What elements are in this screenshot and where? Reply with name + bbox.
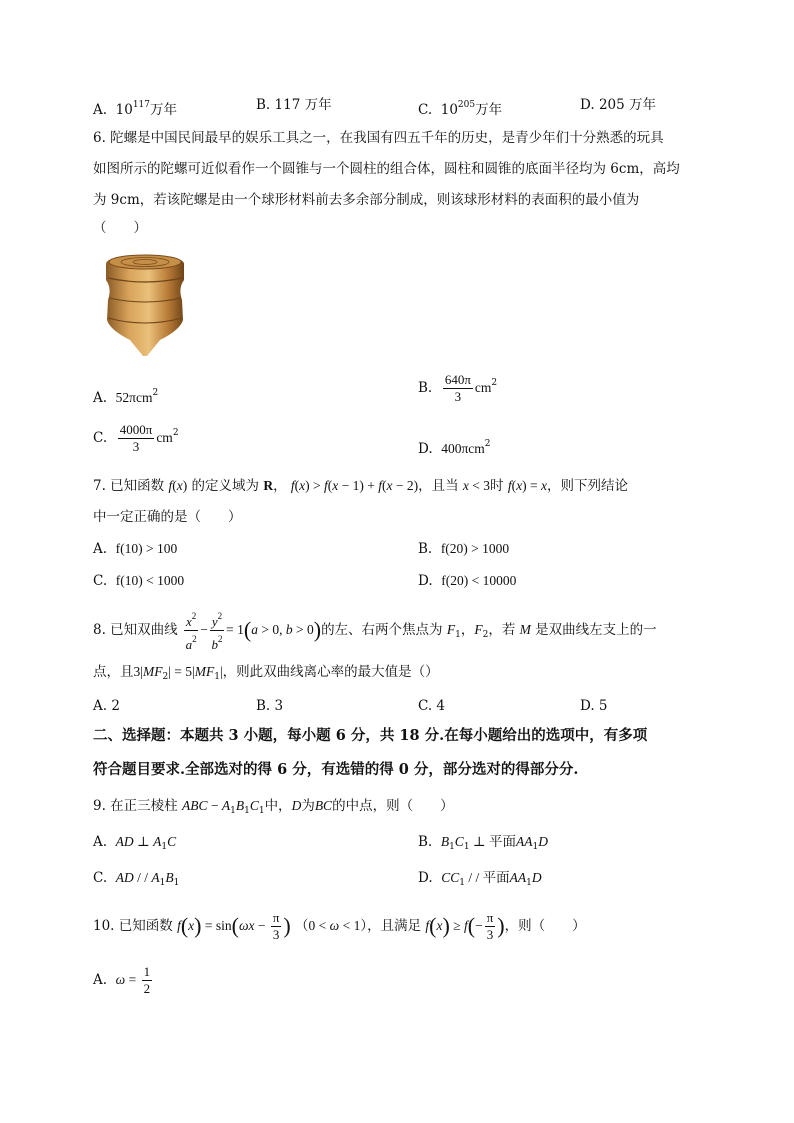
q9-option-b: B. $B_1C_1$ ⊥ 平面$AA_1D$ bbox=[418, 834, 548, 852]
q9-option-c: C. AD / / $A_1B_1$ bbox=[93, 870, 180, 888]
q6-answer-paren: （ ） bbox=[93, 220, 147, 236]
q7-option-a: A. f(10) > 100 bbox=[93, 541, 178, 557]
q6-line-3: 为 9cm，若该陀螺是由一个球形材料前去多余部分制成，则该球形材料的表面积的最小值为 bbox=[93, 192, 640, 208]
q8-line-2: 点，且$3|MF_2| = 5|MF_1|$，则此双曲线离心率的最大值是（） bbox=[93, 664, 439, 682]
q8-option-c: C. 4 bbox=[418, 698, 446, 714]
q9-line: 9. 在正三棱柱 ABC − $A_1B_1C_1$中，D为BC的中点，则（ ） bbox=[93, 798, 454, 816]
q7-option-c: C. f(10) < 1000 bbox=[93, 573, 185, 589]
q7-option-d: D. f(20) < 10000 bbox=[418, 573, 517, 589]
q8-option-b: B. 3 bbox=[256, 698, 284, 714]
section-2-heading-line-2: 符合题目要求.全部选对的得 6 分，有选错的得 0 分，部分选对的得部分分. bbox=[93, 761, 579, 778]
q9-option-d: D. $CC_1$ / / 平面$AA_1D$ bbox=[418, 870, 542, 888]
q10-line: 10. 已知函数 f(x) = sin(ωx − $\frac{\pi}{3}$ ) （0 < ω < 1），且满足 f(x) ≥ f(− $\frac{\pi}{3}$ )，则（ ） bbox=[93, 910, 586, 942]
q8-option-a: A. 2 bbox=[93, 698, 120, 714]
q5-option-c: C. $10^{205}$万年 bbox=[418, 100, 503, 118]
section-2-heading-line-1: 二、选择题：本题共 3 小题，每小题 6 分，共 18 分.在每小题给出的选项中，有多项 bbox=[93, 727, 648, 744]
q8-line-1: 8. 已知双曲线 $\frac{x^2}{a^2}$ − $\frac{y^2}{b^2}$ = 1(a > 0, b > 0)的左、右两个焦点为 $F_1$，$F_2$，若 M 是双曲线左支上的一 bbox=[93, 608, 657, 653]
q9-option-a: A. AD ⊥ $A_1C$ bbox=[93, 834, 177, 852]
q7-line-2: 中一定正确的是（ ） bbox=[93, 509, 242, 525]
q6-line-1: 6. 陀螺是中国民间最早的娱乐工具之一，在我国有四五千年的历史，是青少年们十分熟悉的玩具 bbox=[93, 130, 664, 146]
q6-option-a: A. 52πcm$^2$ bbox=[93, 388, 159, 406]
q6-option-c: C. $\frac{4000\pi}{3}$ $cm^2$ bbox=[93, 422, 179, 454]
q5-option-b: B. 117 万年 bbox=[256, 97, 332, 113]
q6-option-d: D. 400πcm$^2$ bbox=[418, 439, 491, 457]
q6-line-2: 如图所示的陀螺可近似看作一个圆锥与一个圆柱的组合体，圆柱和圆锥的底面半径均为 6cm，高均 bbox=[93, 161, 680, 177]
q5-option-d: D. 205 万年 bbox=[580, 97, 656, 113]
q10-option-a: A. ω = $\frac{1}{2}$ bbox=[93, 964, 151, 996]
q7-option-b: B. f(20) > 1000 bbox=[418, 541, 510, 557]
spinning-top-image bbox=[100, 250, 190, 360]
q6-option-b: B. $\frac{640\pi}{3}$ $cm^2$ bbox=[418, 372, 498, 404]
q8-option-d: D. 5 bbox=[580, 698, 608, 714]
q5-option-a: A. $10^{117}$万年 bbox=[93, 100, 178, 118]
q7-line-1: 7. 已知函数 f(x) 的定义域为 R， f(x) > f(x − 1) + f(x − 2)，且当 x < 3时 f(x) = x，则下列结论 bbox=[93, 478, 628, 494]
